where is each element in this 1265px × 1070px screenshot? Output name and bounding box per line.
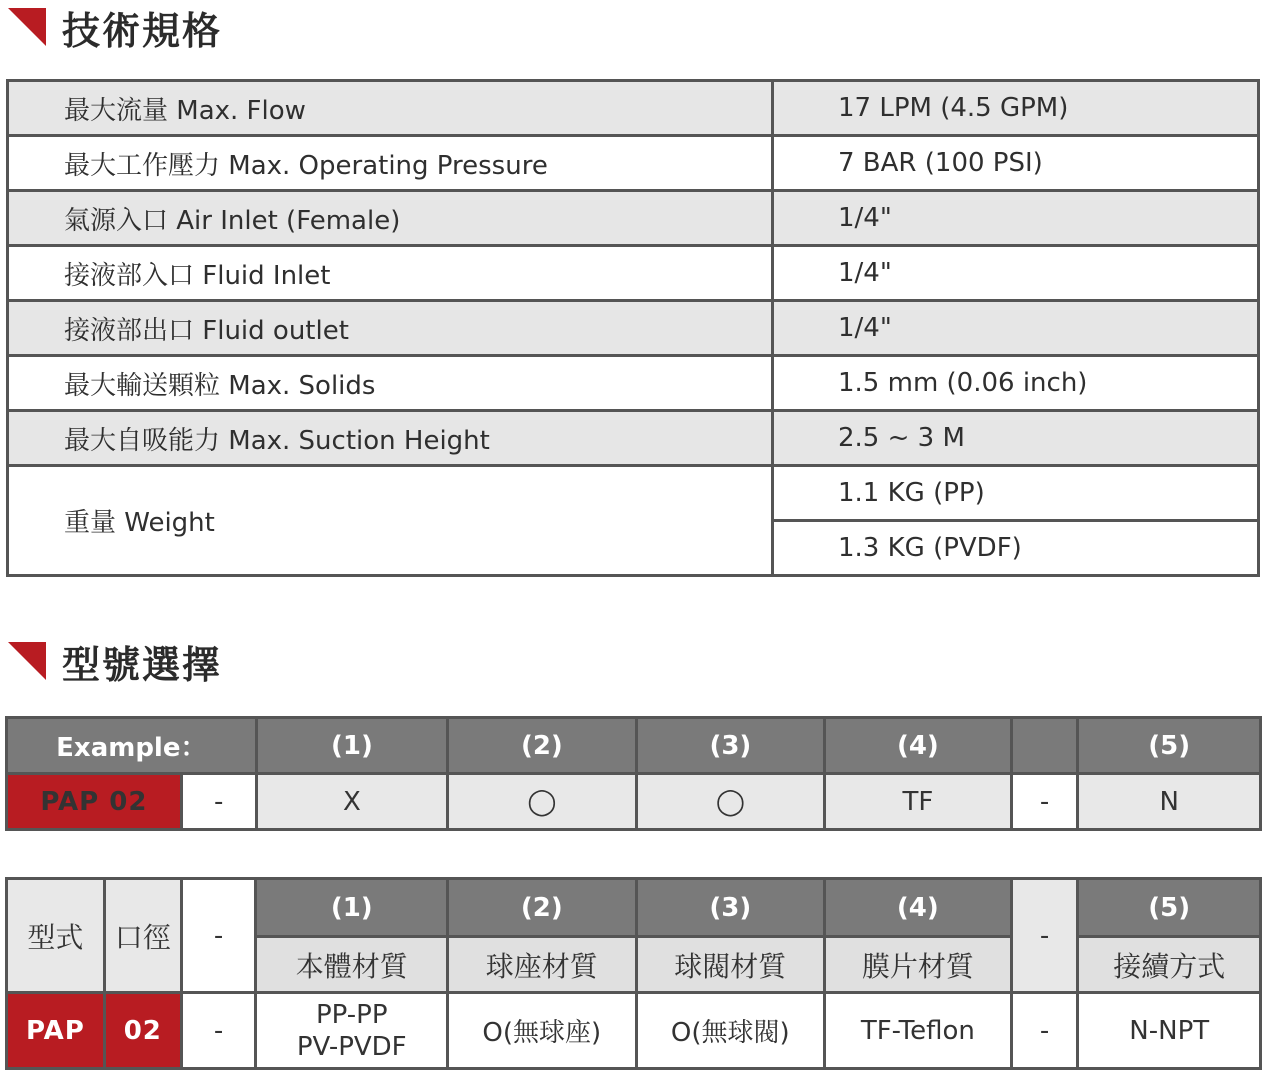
spec-value: 7 BAR (100 PSI) [773, 136, 1259, 191]
example-header-3: (3) [636, 718, 825, 774]
spec-row [8, 81, 1259, 136]
spec-label: 最大輸送顆粒 Max. Solids [8, 356, 773, 411]
example-label: Example： [7, 718, 257, 774]
example-header-1: (1) [256, 718, 447, 774]
example-dash: - [181, 774, 256, 830]
subheader-body: 本體材質 [256, 937, 448, 993]
weight-value-pvdf: 1.3 KG (PVDF) [773, 521, 1259, 576]
subheader-seat: 球座材質 [448, 937, 637, 993]
valve-material-value: O(無球閥) [636, 993, 825, 1069]
spec-label: 最大流量 Max. Flow [8, 81, 773, 136]
red-triangle-icon [8, 8, 46, 46]
example-header-2: (2) [448, 718, 637, 774]
example-header-empty [1011, 718, 1078, 774]
spec-row [8, 136, 1259, 191]
spec-value: 1.5 mm (0.06 inch) [773, 356, 1259, 411]
dash-value: - [1011, 993, 1078, 1069]
example-model: PAP 02 [7, 774, 182, 830]
spec-value: 1/4" [773, 191, 1259, 246]
subheader-diaphragm: 膜片材質 [825, 937, 1012, 993]
spec-section-header [8, 2, 222, 52]
spec-label: 最大自吸能力 Max. Suction Height [8, 411, 773, 466]
spec-label: 氣源入口 Air Inlet (Female) [8, 191, 773, 246]
body-option-pvdf: PV-PVDF [296, 1031, 407, 1062]
weight-label: 重量 Weight [8, 466, 773, 576]
model-header-2: (2) [448, 879, 637, 937]
diaphragm-material-value: TF-Teflon [825, 993, 1012, 1069]
spec-row [8, 411, 1259, 466]
seat-material-value: O(無球座) [448, 993, 637, 1069]
spec-row [8, 246, 1259, 301]
example-table [5, 716, 1262, 831]
type-value: PAP [7, 993, 105, 1069]
weight-value-pp: 1.1 KG (PP) [773, 466, 1259, 521]
model-header-row [7, 879, 1261, 937]
example-value-1: X [256, 774, 447, 830]
model-section-title: 型號選擇 [62, 642, 223, 687]
model-data-row [7, 993, 1261, 1069]
spec-row [8, 356, 1259, 411]
model-header-4: (4) [825, 879, 1012, 937]
spec-label: 接液部出口 Fluid outlet [8, 301, 773, 356]
connection-value: N-NPT [1078, 993, 1261, 1069]
example-dash: - [1011, 774, 1078, 830]
spec-label: 接液部入口 Fluid Inlet [8, 246, 773, 301]
example-value-row [7, 774, 1261, 830]
dash-value: - [181, 993, 256, 1069]
example-value-3: ◯ [636, 774, 825, 830]
subheader-valve: 球閥材質 [636, 937, 825, 993]
spec-label: 最大工作壓力 Max. Operating Pressure [8, 136, 773, 191]
col-type-header: 型式 [7, 879, 105, 993]
model-table [5, 877, 1262, 1070]
spec-row [8, 466, 1259, 521]
model-header-5: (5) [1078, 879, 1261, 937]
port-value: 02 [104, 993, 181, 1069]
example-value-4: TF [825, 774, 1012, 830]
example-header-row [7, 718, 1261, 774]
col-dash-header: - [181, 879, 256, 993]
red-triangle-icon [8, 642, 46, 680]
col-port-header: 口徑 [104, 879, 181, 993]
col-dash-header: - [1011, 879, 1078, 993]
spec-table [6, 79, 1260, 577]
spec-value: 2.5 ~ 3 M [773, 411, 1259, 466]
model-header-1: (1) [256, 879, 448, 937]
subheader-connection: 接續方式 [1078, 937, 1261, 993]
spec-value: 1/4" [773, 246, 1259, 301]
example-value-5: N [1078, 774, 1261, 830]
model-section-header [8, 636, 222, 686]
spec-row [8, 301, 1259, 356]
body-option-pp: PP-PP [315, 999, 388, 1030]
example-header-4: (4) [825, 718, 1012, 774]
spec-value: 1/4" [773, 301, 1259, 356]
example-value-2: ◯ [448, 774, 637, 830]
model-header-3: (3) [636, 879, 825, 937]
spec-value: 17 LPM (4.5 GPM) [773, 81, 1259, 136]
body-material-value [256, 993, 448, 1069]
example-header-5: (5) [1078, 718, 1261, 774]
spec-section-title: 技術規格 [62, 8, 223, 53]
spec-row [8, 191, 1259, 246]
